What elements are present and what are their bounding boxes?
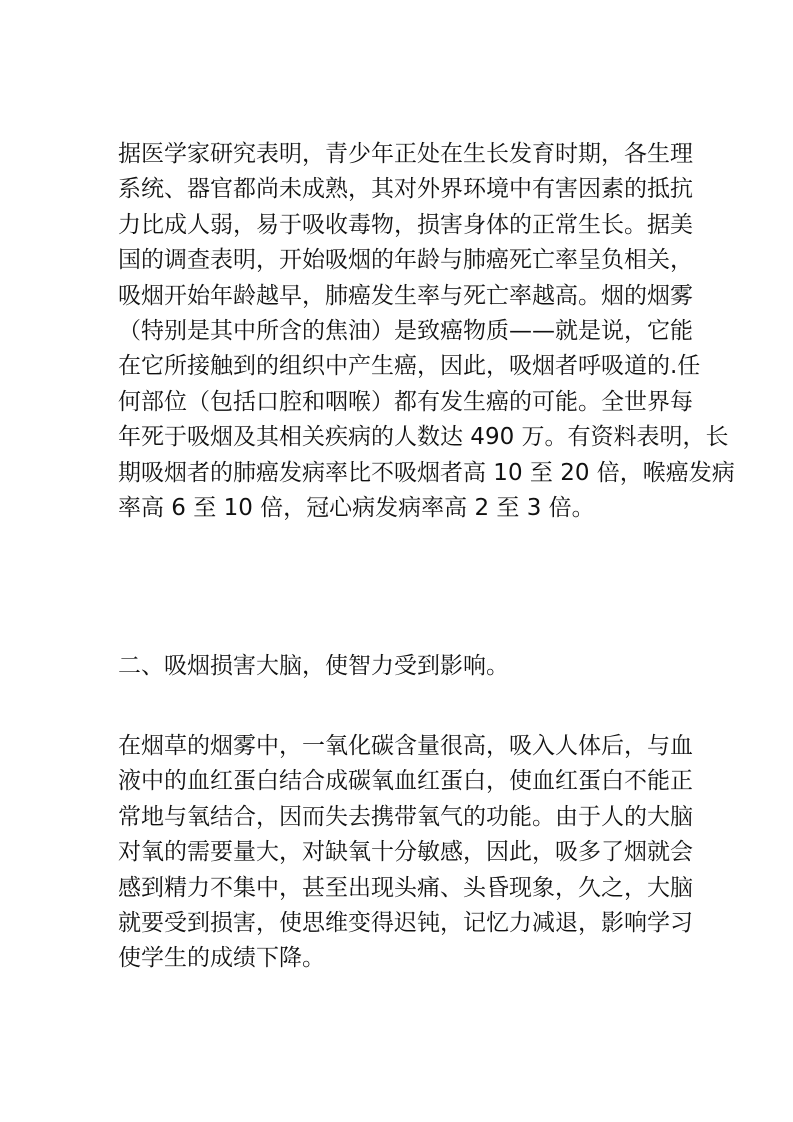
text-line: 年死于吸烟及其相关疾病的人数达 490 万。有资料表明，长 <box>118 424 729 451</box>
text-line: 率高 6 至 10 倍，冠心病发病率高 2 至 3 倍。 <box>118 494 595 521</box>
text-line: 液中的血红蛋白结合成碳氧血红蛋白，使血红蛋白不能正 <box>118 768 693 795</box>
text-line: （特别是其中所含的焦油）是致癌物质——就是说，它能 <box>118 317 693 344</box>
text-line: 在烟草的烟雾中，一氧化碳含量很高，吸入人体后，与血 <box>118 733 693 759</box>
text-line: 常地与氧结合，因而失去携带氧气的功能。由于人的大脑 <box>118 803 693 830</box>
text-line: 吸烟开始年龄越早，肺癌发生率与死亡率越高。烟的烟雾 <box>118 282 693 309</box>
text-line: 在它所接触到的组织中产生癌，因此，吸烟者呼吸道的.任 <box>118 353 701 380</box>
text-line: 力比成人弱，易于吸收毒物，损害身体的正常生长。据美 <box>118 211 693 238</box>
paragraph-brain-damage <box>118 729 693 977</box>
text-line: 国的调查表明，开始吸烟的年龄与肺癌死亡率呈负相关， <box>118 247 693 274</box>
text-line: 就要受到损害，使思维变得迟钝，记忆力减退，影响学习 <box>118 909 693 936</box>
text-line: 感到精力不集中，甚至出现头痛、头昏现象，久之，大脑 <box>118 874 693 901</box>
text-line: 何部位（包括口腔和咽喉）都有发生癌的可能。全世界每 <box>118 388 693 415</box>
text-line: 系统、器官都尚未成熟，其对外界环境中有害因素的抵抗 <box>118 176 693 203</box>
text-line: 期吸烟者的肺癌发病率比不吸烟者高 10 至 20 倍，喉癌发病 <box>118 459 735 486</box>
heading-text: 二、吸烟损害大脑，使智力受到影响。 <box>118 653 509 679</box>
section-heading <box>118 649 689 684</box>
paragraph-lung-cancer <box>118 137 735 526</box>
text-line: 据医学家研究表明，青少年正处在生长发育时期，各生理 <box>118 141 693 167</box>
text-line: 使学生的成绩下降。 <box>118 945 325 972</box>
text-line: 对氧的需要量大，对缺氧十分敏感，因此，吸多了烟就会 <box>118 839 693 866</box>
